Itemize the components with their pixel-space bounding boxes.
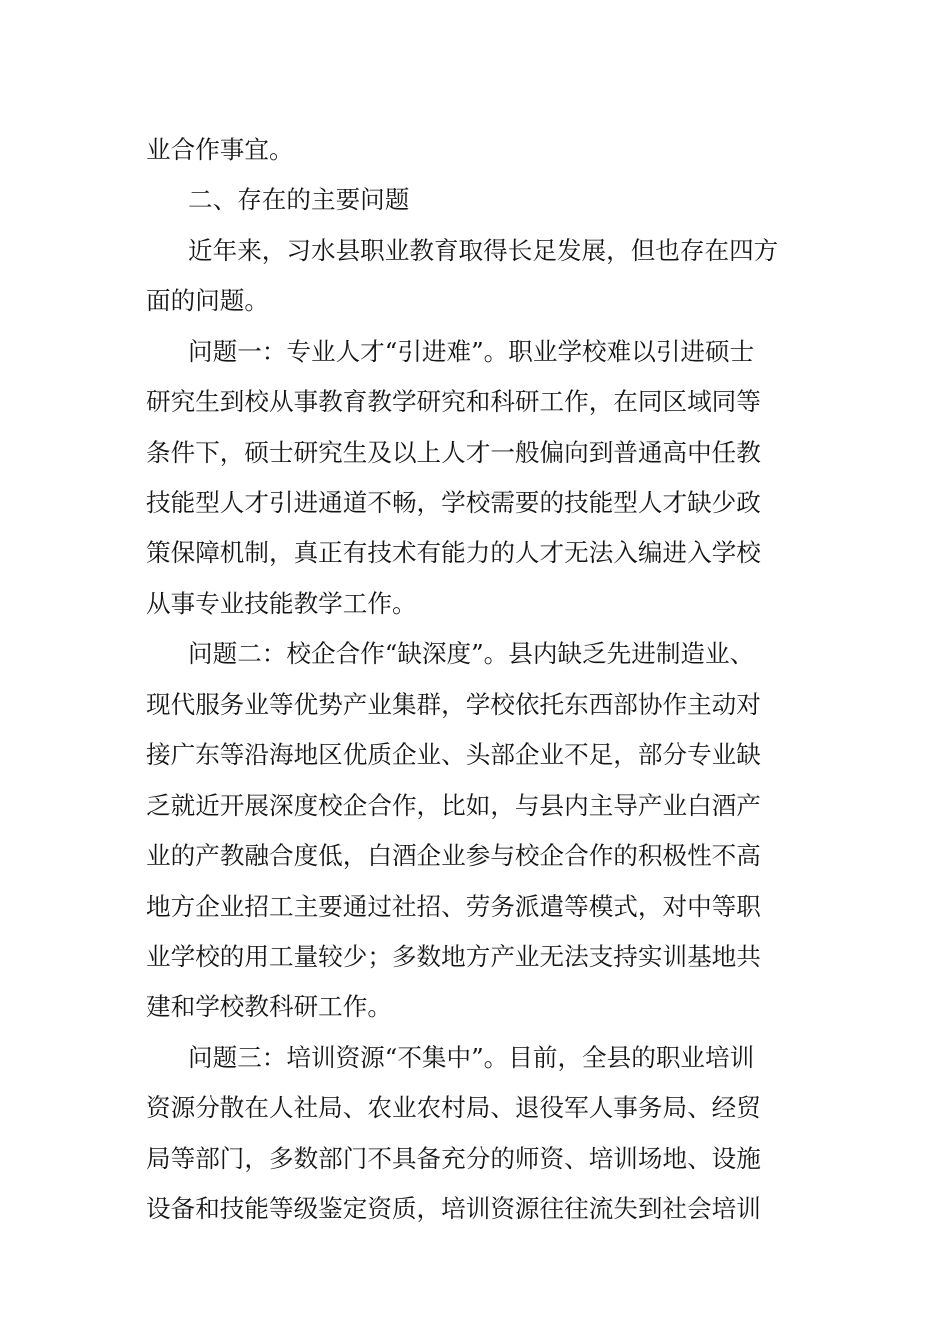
text-line: 问题二：校企合作“缺深度”。县内缺乏先进制造业、 <box>188 639 755 668</box>
text-line: 策保障机制，真正有技术有能力的人才无法入编进入学校 <box>146 538 761 567</box>
text-line: 局等部门，多数部门不具备充分的师资、培训场地、设施 <box>146 1144 761 1173</box>
section-heading: 二、存在的主要问题 <box>188 185 410 214</box>
text-line: 面的问题。 <box>146 286 269 315</box>
text-line: 从事专业技能教学工作。 <box>146 589 417 618</box>
text-line: 现代服务业等优势产业集群，学校依托东西部协作主动对 <box>146 690 761 719</box>
text-line: 地方企业招工主要通过社招、劳务派遣等模式，对中等职 <box>146 892 761 921</box>
text-line: 建和学校教科研工作。 <box>146 992 392 1021</box>
text-line: 业的产教融合度低，白酒企业参与校企合作的积极性不高 <box>146 841 761 870</box>
text-line: 问题一：专业人才“引进难”。职业学校难以引进硕士 <box>188 337 755 366</box>
text-line: 技能型人才引进通道不畅，学校需要的技能型人才缺少政 <box>146 488 761 517</box>
text-line: 问题三：培训资源“不集中”。目前，全县的职业培训 <box>188 1043 755 1072</box>
text-line: 近年来，习水县职业教育取得长足发展，但也存在四方 <box>188 236 779 265</box>
text-line: 资源分散在人社局、农业农村局、退役军人事务局、经贸 <box>146 1093 761 1122</box>
text-line: 业合作事宜。 <box>146 135 294 164</box>
text-line: 乏就近开展深度校企合作，比如，与县内主导产业白酒产 <box>146 791 761 820</box>
text-line: 研究生到校从事教育教学研究和科研工作，在同区域同等 <box>146 387 761 416</box>
text-line: 接广东等沿海地区优质企业、头部企业不足，部分专业缺 <box>146 740 761 769</box>
text-line: 业学校的用工量较少；多数地方产业无法支持实训基地共 <box>146 942 761 971</box>
text-line: 设备和技能等级鉴定资质，培训资源往往流失到社会培训 <box>146 1194 761 1223</box>
text-line: 条件下，硕士研究生及以上人才一般偏向到普通高中任教 <box>146 438 761 467</box>
